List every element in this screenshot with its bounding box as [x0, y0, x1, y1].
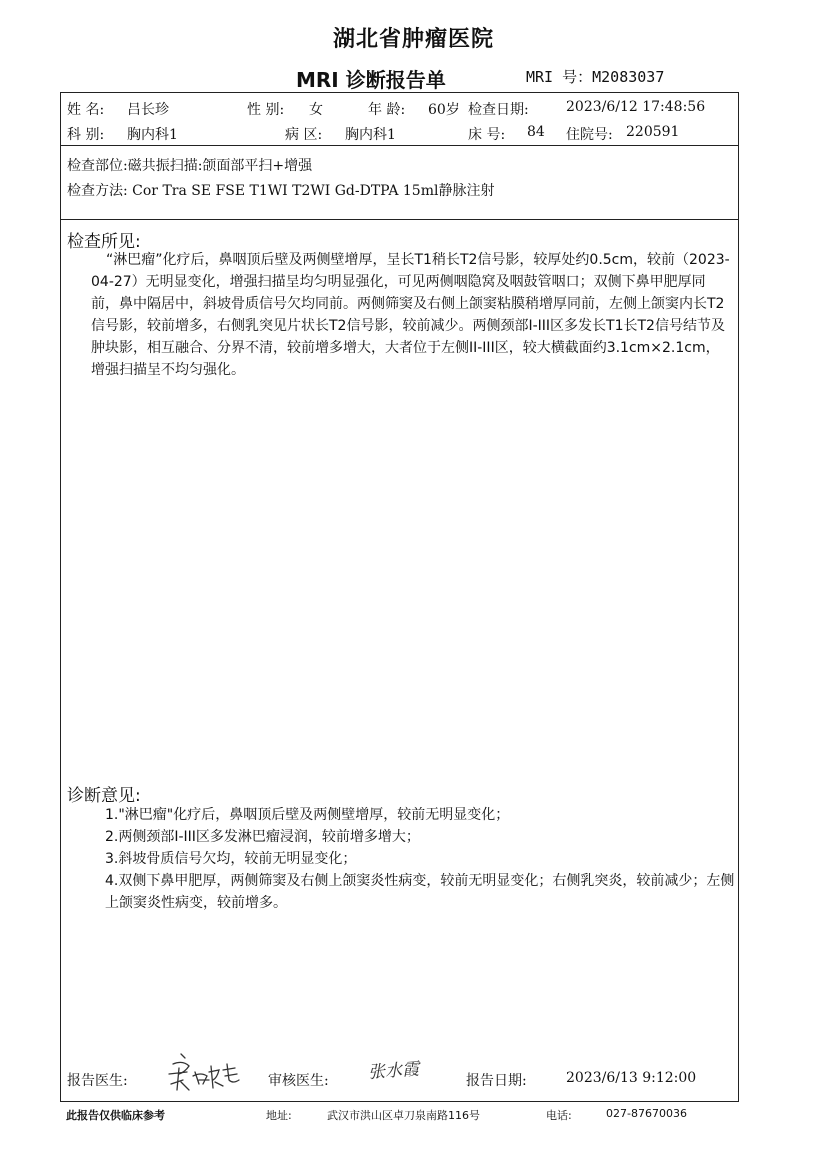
hospital-name: 湖北省肿瘤医院 [332, 27, 494, 52]
review-doctor-signature: 张水霞 [367, 1059, 420, 1083]
bed-label: 床 号: [468, 127, 506, 143]
review-doctor-label: 审核医生: [268, 1073, 329, 1089]
phone-label: 电话: [546, 1109, 572, 1122]
diagnosis-item: 4.双侧下鼻甲肥厚，两侧筛窦及右侧上颌窦炎性病变，较前无明显变化；右侧乳突炎，较前减少；左侧上颌窦炎性病变，较前增多。 [105, 873, 735, 911]
findings-text: “淋巴瘤”化疗后，鼻咽顶后壁及两侧壁增厚，呈长T1稍长T2信号影，较厚处约0.5cm，较前（2023-04-27）无明显变化，增强扫描呈均匀明显强化，可见两侧咽隐窝及咽鼓管咽口；双侧下鼻甲肥厚同前，鼻中隔居中，斜坡骨质信号欠均同前。两侧筛窦及右侧上颌窦粘膜稍增厚同前，左侧上颌窦内长T2信号影，较前增多，右侧乳突见片状长T2信号影，较前减少。两侧颈部I-III区多发长T1长T2信号结节及肿块影，相互融合、分界不清，较前增多增大，大者位于左侧II-III区，较大横截面约3.1cm×2.1cm，增强扫描呈不均匀强化。 [91, 252, 730, 378]
diagnosis-item: 2.两侧颈部I-III区多发淋巴瘤浸润，较前增多增大； [105, 829, 420, 845]
exam-date: 2023/6/12 17:48:56 [566, 99, 706, 115]
exam-site: 检查部位:磁共振扫描:颌面部平扫+增强 [67, 158, 313, 174]
report-title: MRI 诊断报告单 [296, 68, 446, 92]
patient-name: 吕长珍 [127, 102, 169, 118]
diagnosis-heading: 诊断意见: [67, 786, 141, 806]
exam-date-label: 检查日期: [468, 102, 529, 118]
age-label: 年 龄: [368, 102, 406, 118]
hospital-address: 武汉市洪山区卓刀泉南路116号 [327, 1109, 480, 1122]
patient-bed: 84 [527, 124, 545, 140]
patient-sex: 女 [309, 102, 323, 118]
diagnosis-item: 3.斜坡骨质信号欠均，较前无明显变化； [105, 851, 357, 867]
patient-dept: 胸内科1 [127, 127, 178, 143]
address-label: 地址: [266, 1109, 292, 1122]
report-doctor-label: 报告医生: [67, 1073, 128, 1089]
mri-number: MRI 号：M2083037 [526, 68, 665, 86]
patient-ward: 胸内科1 [345, 127, 396, 143]
exam-method: 检查方法: Cor Tra SE FSE T1WI T2WI Gd-DTPA 15ml静脉注射 [67, 183, 495, 199]
divider-patient-info [60, 145, 739, 146]
report-doctor-signature [155, 1050, 247, 1094]
diagnosis-list [105, 804, 735, 914]
report-frame [60, 92, 739, 1102]
inpatient-label: 住院号: [566, 127, 613, 143]
name-label: 姓 名: [67, 102, 105, 118]
patient-age: 60岁 [428, 102, 460, 118]
disclaimer: 此报告仅供临床参考 [66, 1109, 165, 1122]
inpatient-number: 220591 [626, 124, 680, 140]
diagnosis-item: 1."淋巴瘤"化疗后，鼻咽顶后壁及两侧壁增厚，较前无明显变化； [105, 807, 510, 823]
sex-label: 性 别: [247, 102, 285, 118]
divider-exam-info [60, 219, 739, 220]
findings-heading: 检查所见: [67, 232, 141, 252]
hospital-phone: 027-87670036 [606, 1107, 687, 1120]
ward-label: 病 区: [285, 127, 323, 143]
dept-label: 科 别: [67, 127, 105, 143]
report-date-label: 报告日期: [466, 1073, 527, 1089]
report-date: 2023/6/13 9:12:00 [566, 1070, 697, 1086]
